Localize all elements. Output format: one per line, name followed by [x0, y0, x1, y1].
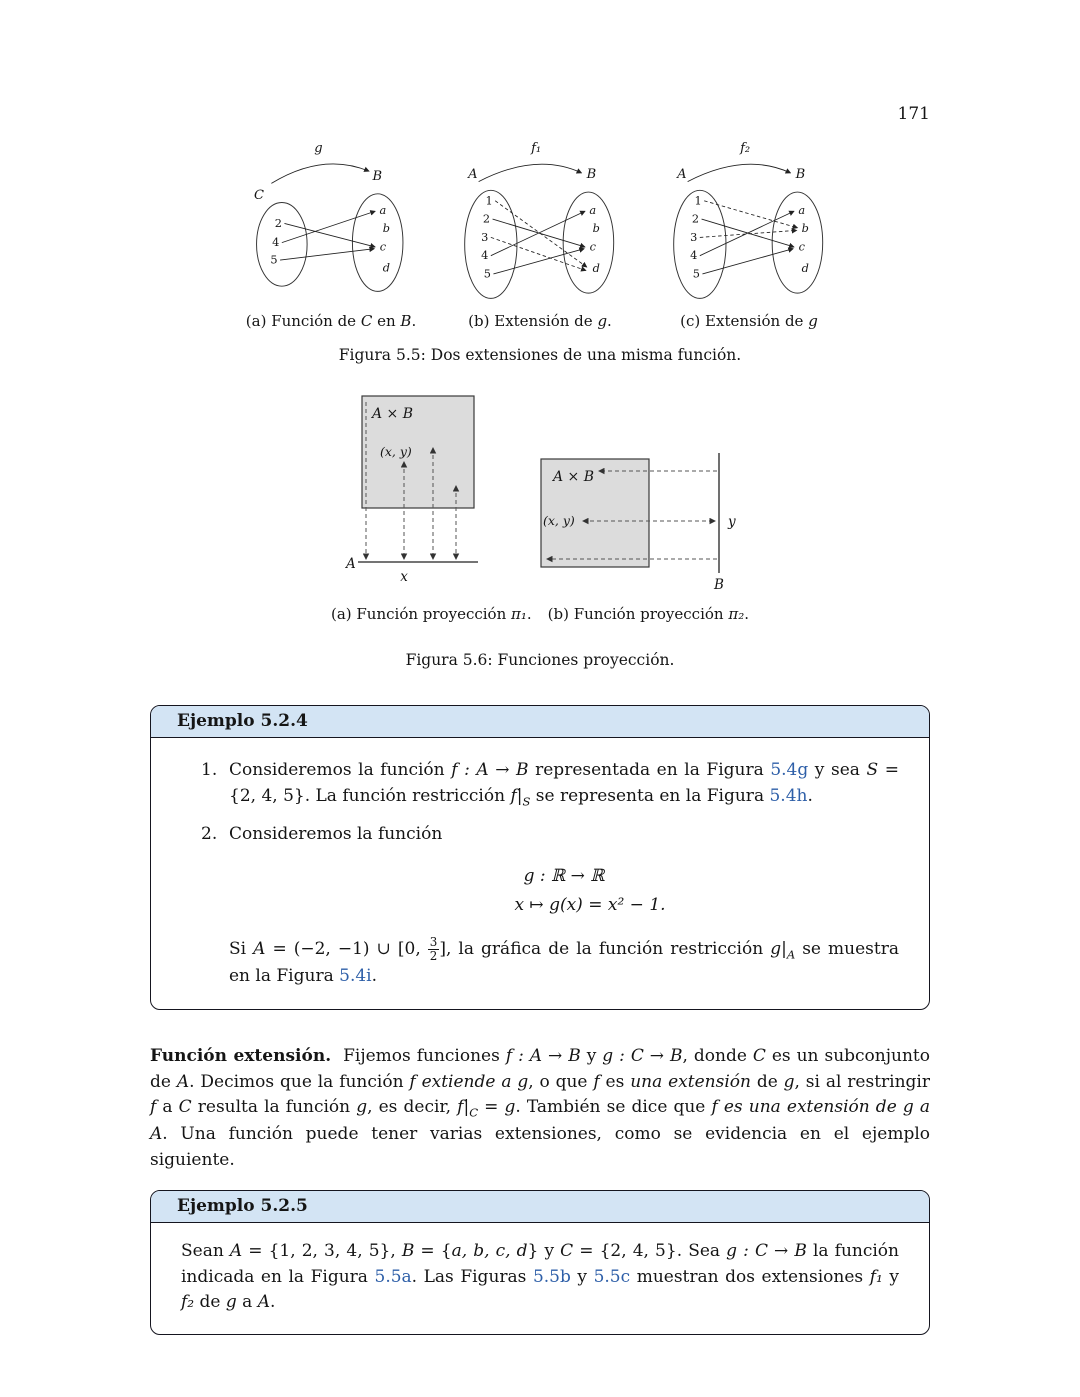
figure-reference[interactable]: 5.5b: [532, 1266, 571, 1287]
mapping-arrows-dashed: [490, 201, 586, 271]
subfigure-caption-a: [246, 312, 416, 330]
left-set-label: A: [676, 167, 687, 183]
body-text: = (−2, −1) ∪ [0,: [265, 938, 428, 959]
function-arrow: [271, 164, 369, 183]
emphasis-text: a: [913, 1097, 930, 1118]
body-text: Si: [229, 938, 254, 959]
math-inline: f : A → B: [451, 760, 529, 780]
example-5-2-5-text: [181, 1239, 899, 1316]
math-inline: f: [150, 1097, 157, 1118]
emphasis-text: extiende a: [415, 1071, 518, 1092]
body-text: la función indicada en la Figura: [181, 1241, 899, 1287]
body-text: ], la gráfica de la función restricción: [439, 938, 771, 959]
subfigure-5-5a: [240, 138, 423, 330]
caption-math: g: [808, 312, 818, 330]
body-text: , es decir,: [367, 1097, 458, 1118]
body-text: .: [807, 785, 813, 806]
math-inline: C: [178, 1097, 192, 1118]
body-text: de: [750, 1071, 784, 1092]
caption-text: .: [526, 605, 532, 623]
caption-text: .: [744, 605, 749, 623]
caption-text: (a) Función de: [245, 312, 361, 330]
left-item: 2: [274, 215, 282, 230]
figure-reference[interactable]: 5.5a: [374, 1266, 412, 1287]
coordinate-label: y: [728, 514, 736, 530]
coordinate-label: x: [400, 569, 408, 585]
display-math: [229, 862, 899, 920]
body-text: . Decimos que la función: [189, 1071, 410, 1092]
math-inline: f : A → B: [505, 1046, 581, 1067]
body-text: .: [270, 1292, 276, 1313]
right-item: a: [797, 202, 805, 217]
left-item: 5: [692, 266, 700, 281]
figure-5-5-row: [150, 138, 930, 330]
body-text: . Una función puede tener varias extensiones, como se evidencia en el ejemplo siguiente.: [150, 1124, 930, 1170]
list-item-number: 2.: [201, 824, 218, 845]
left-item: 1: [693, 193, 702, 208]
left-set-label: C: [253, 188, 264, 204]
body-text: , si al restringir: [794, 1071, 930, 1092]
caption-math: g: [597, 312, 608, 330]
body-text: resulta la función: [191, 1097, 357, 1118]
math-inline: C: [560, 1241, 574, 1262]
right-item: b: [801, 221, 809, 236]
left-set-label: A: [467, 167, 478, 183]
math-inline: C: [752, 1046, 766, 1067]
math-inline: f|: [510, 785, 523, 806]
body-text: Fijemos funciones: [343, 1046, 506, 1067]
left-item: 5: [269, 252, 278, 267]
math-inline: g: [356, 1097, 368, 1118]
example-title: Ejemplo 5.2.5: [177, 1196, 308, 1217]
body-text: se representa en la Figura: [530, 785, 770, 806]
right-item: c: [379, 239, 386, 254]
body-text: Sean: [181, 1241, 230, 1262]
body-text: y: [570, 1266, 594, 1287]
math-inline: g: [517, 1071, 529, 1092]
math-inline: S: [866, 760, 879, 780]
example-5-2-5: [150, 1190, 930, 1335]
body-text: . Las Figuras: [411, 1266, 533, 1287]
subfigure-caption-c: [680, 312, 818, 330]
figure-5-6-row: [150, 390, 930, 595]
list-item-continuation: [229, 936, 899, 990]
function-arrow: [478, 164, 581, 181]
list-item-1: [181, 758, 899, 810]
caption-text: (c) Extensión de: [680, 312, 809, 330]
body-text: = {: [414, 1241, 452, 1262]
math-inline: g: [225, 1292, 237, 1313]
figure-5-5: [150, 138, 930, 364]
point-label: (x, y): [543, 513, 575, 528]
list-item-2: [181, 822, 899, 989]
body-text: y sea: [808, 760, 867, 780]
emphasis-text: una extensión: [630, 1071, 751, 1092]
fraction: [428, 936, 440, 964]
subfigure-caption-b: [468, 312, 612, 330]
math-inline: A: [253, 938, 266, 959]
left-item: 5: [483, 266, 491, 281]
function-label: f₁: [530, 140, 541, 156]
subfigure-5-5b: [449, 138, 632, 330]
body-text: y: [882, 1266, 899, 1287]
display-math-line1: g : ℝ → ℝ: [523, 865, 605, 886]
body-text: .: [371, 965, 378, 986]
right-item: b: [382, 221, 390, 236]
math-inline: f|: [457, 1097, 470, 1118]
caption-math: B: [400, 312, 412, 330]
body-text: y: [580, 1046, 603, 1067]
body-text: } y: [527, 1241, 561, 1262]
example-5-2-5-body: [151, 1223, 929, 1334]
paragraph-lead: Función extensión.: [150, 1046, 332, 1067]
figure-5-6: [150, 390, 930, 669]
math-inline: f₁: [869, 1266, 883, 1287]
projection-pi2-diagram: [533, 445, 748, 595]
axis-label: B: [714, 577, 724, 593]
list-item-text: [229, 758, 899, 810]
figure-reference[interactable]: 5.4h: [769, 785, 808, 806]
point-label: (x, y): [380, 444, 412, 459]
figure-5-6-caption: Figura 5.6: Funciones proyección.: [405, 651, 675, 669]
set-diagram-f2: [658, 138, 841, 308]
figure-reference[interactable]: 5.5c: [593, 1266, 631, 1287]
set-diagram-g: [240, 138, 423, 308]
subfigure-caption-pi1: [331, 605, 532, 623]
subfigure-caption-pi2: [548, 605, 749, 623]
math-inline: g : C → B: [602, 1046, 683, 1067]
left-item: 4: [480, 248, 488, 263]
display-math-line2: x ↦ g(x) = x² − 1.: [514, 894, 666, 915]
math-subscript: A: [786, 947, 796, 962]
example-5-2-4: [150, 705, 930, 1010]
axis-label: A: [346, 556, 356, 572]
caption-text: (a) Función proyección: [330, 605, 511, 623]
math-inline: g : C → B: [726, 1241, 807, 1262]
caption-math: C: [360, 312, 373, 330]
body-text: . También se dice que: [515, 1097, 712, 1118]
math-inline: f: [409, 1071, 416, 1092]
math-inline: g: [783, 1071, 795, 1092]
right-set-label: B: [586, 167, 596, 183]
subfigure-5-5c: [658, 138, 841, 330]
list-item-number: 1.: [201, 760, 218, 780]
body-text: Consideremos la función: [229, 824, 443, 845]
body-text: =: [478, 1097, 505, 1118]
math-subscript: S: [522, 793, 531, 808]
math-inline: f: [593, 1071, 600, 1092]
example-5-2-4-body: [151, 738, 929, 1009]
fraction-denominator: 2: [429, 949, 438, 964]
function-label: g: [313, 140, 323, 156]
left-item: 4: [271, 235, 279, 250]
math-inline: g|: [770, 938, 787, 959]
page-number: 171: [897, 104, 930, 124]
mapping-arrows-solid: [699, 211, 793, 274]
math-inline: A: [150, 1124, 163, 1145]
caption-math: π₁: [511, 605, 527, 623]
square-label: A × B: [553, 469, 595, 485]
function-label: f₂: [739, 140, 750, 156]
mapping-arrows: [280, 211, 375, 260]
math-inline: f₂: [181, 1292, 195, 1313]
left-item: 3: [689, 229, 697, 244]
math-subscript: C: [469, 1105, 479, 1120]
figure-reference[interactable]: 5.4g: [770, 760, 809, 780]
projection-pi1-diagram: [332, 390, 507, 595]
right-item: c: [798, 239, 805, 254]
emphasis-text: es una extensión de: [717, 1097, 903, 1118]
body-text: a: [236, 1292, 258, 1313]
left-item: 1: [484, 193, 493, 208]
body-text: = {2, 4, 5}. La función restricción: [229, 760, 899, 806]
example-5-2-4-header: [151, 706, 929, 738]
body-text: a: [156, 1097, 179, 1118]
figure-reference[interactable]: 5.4i: [339, 965, 372, 986]
figure-5-5-caption: Figura 5.5: Dos extensiones de una misma función.: [338, 346, 742, 364]
right-item: d: [382, 260, 390, 275]
math-inline: B: [401, 1241, 415, 1262]
example-title: Ejemplo 5.2.4: [177, 711, 308, 731]
left-item: 2: [482, 211, 490, 226]
square-label: A × B: [372, 406, 414, 422]
left-item: 4: [689, 248, 697, 263]
mapping-arrows-dashed: [699, 201, 797, 238]
caption-text: .: [411, 312, 417, 330]
math-inline: A: [176, 1071, 190, 1092]
body-text: se muestra en la Figura: [229, 938, 899, 986]
set-diagram-f1: [449, 138, 632, 308]
right-item: b: [592, 221, 600, 236]
math-inline: g: [902, 1097, 914, 1118]
body-text: de: [194, 1292, 226, 1313]
body-text: , o que: [528, 1071, 594, 1092]
body-text: representada en la Figura: [528, 760, 771, 780]
caption-text: (b) Extensión de: [468, 312, 598, 330]
caption-text: .: [607, 312, 612, 330]
example-5-2-5-header: [151, 1191, 929, 1223]
body-text: = {2, 4, 5}. Sea: [573, 1241, 727, 1262]
caption-text: (b) Función proyección: [547, 605, 729, 623]
math-inline: f: [711, 1097, 718, 1118]
paragraph-funcion-extension: [150, 1044, 930, 1173]
math-inline: a, b, c, d: [451, 1241, 528, 1262]
body-text: es: [599, 1071, 631, 1092]
right-item: a: [379, 202, 386, 217]
right-item: d: [592, 261, 600, 276]
caption-math: π₂: [728, 605, 745, 623]
right-set-label: B: [371, 168, 382, 184]
function-arrow: [687, 164, 790, 181]
list-item-text: [229, 822, 899, 989]
body-text: Consideremos la función: [229, 760, 452, 780]
body-text: es un subconjunto de: [150, 1046, 930, 1092]
body-text: = {1, 2, 3, 4, 5},: [242, 1241, 402, 1262]
right-set-label: B: [795, 167, 805, 183]
fraction-numerator: 3: [429, 934, 438, 949]
figure-5-6-subcaptions: [150, 605, 930, 623]
left-item: 3: [480, 229, 488, 244]
caption-text: en: [372, 312, 401, 330]
right-item: a: [588, 202, 596, 217]
body-text: , donde: [682, 1046, 753, 1067]
body-text: muestran dos extensiones: [630, 1266, 870, 1287]
right-item: d: [801, 261, 809, 276]
math-inline: A: [229, 1241, 243, 1262]
math-inline: A: [257, 1292, 270, 1313]
right-item: c: [589, 239, 596, 254]
left-item: 2: [691, 211, 699, 226]
math-inline: g: [504, 1097, 516, 1118]
